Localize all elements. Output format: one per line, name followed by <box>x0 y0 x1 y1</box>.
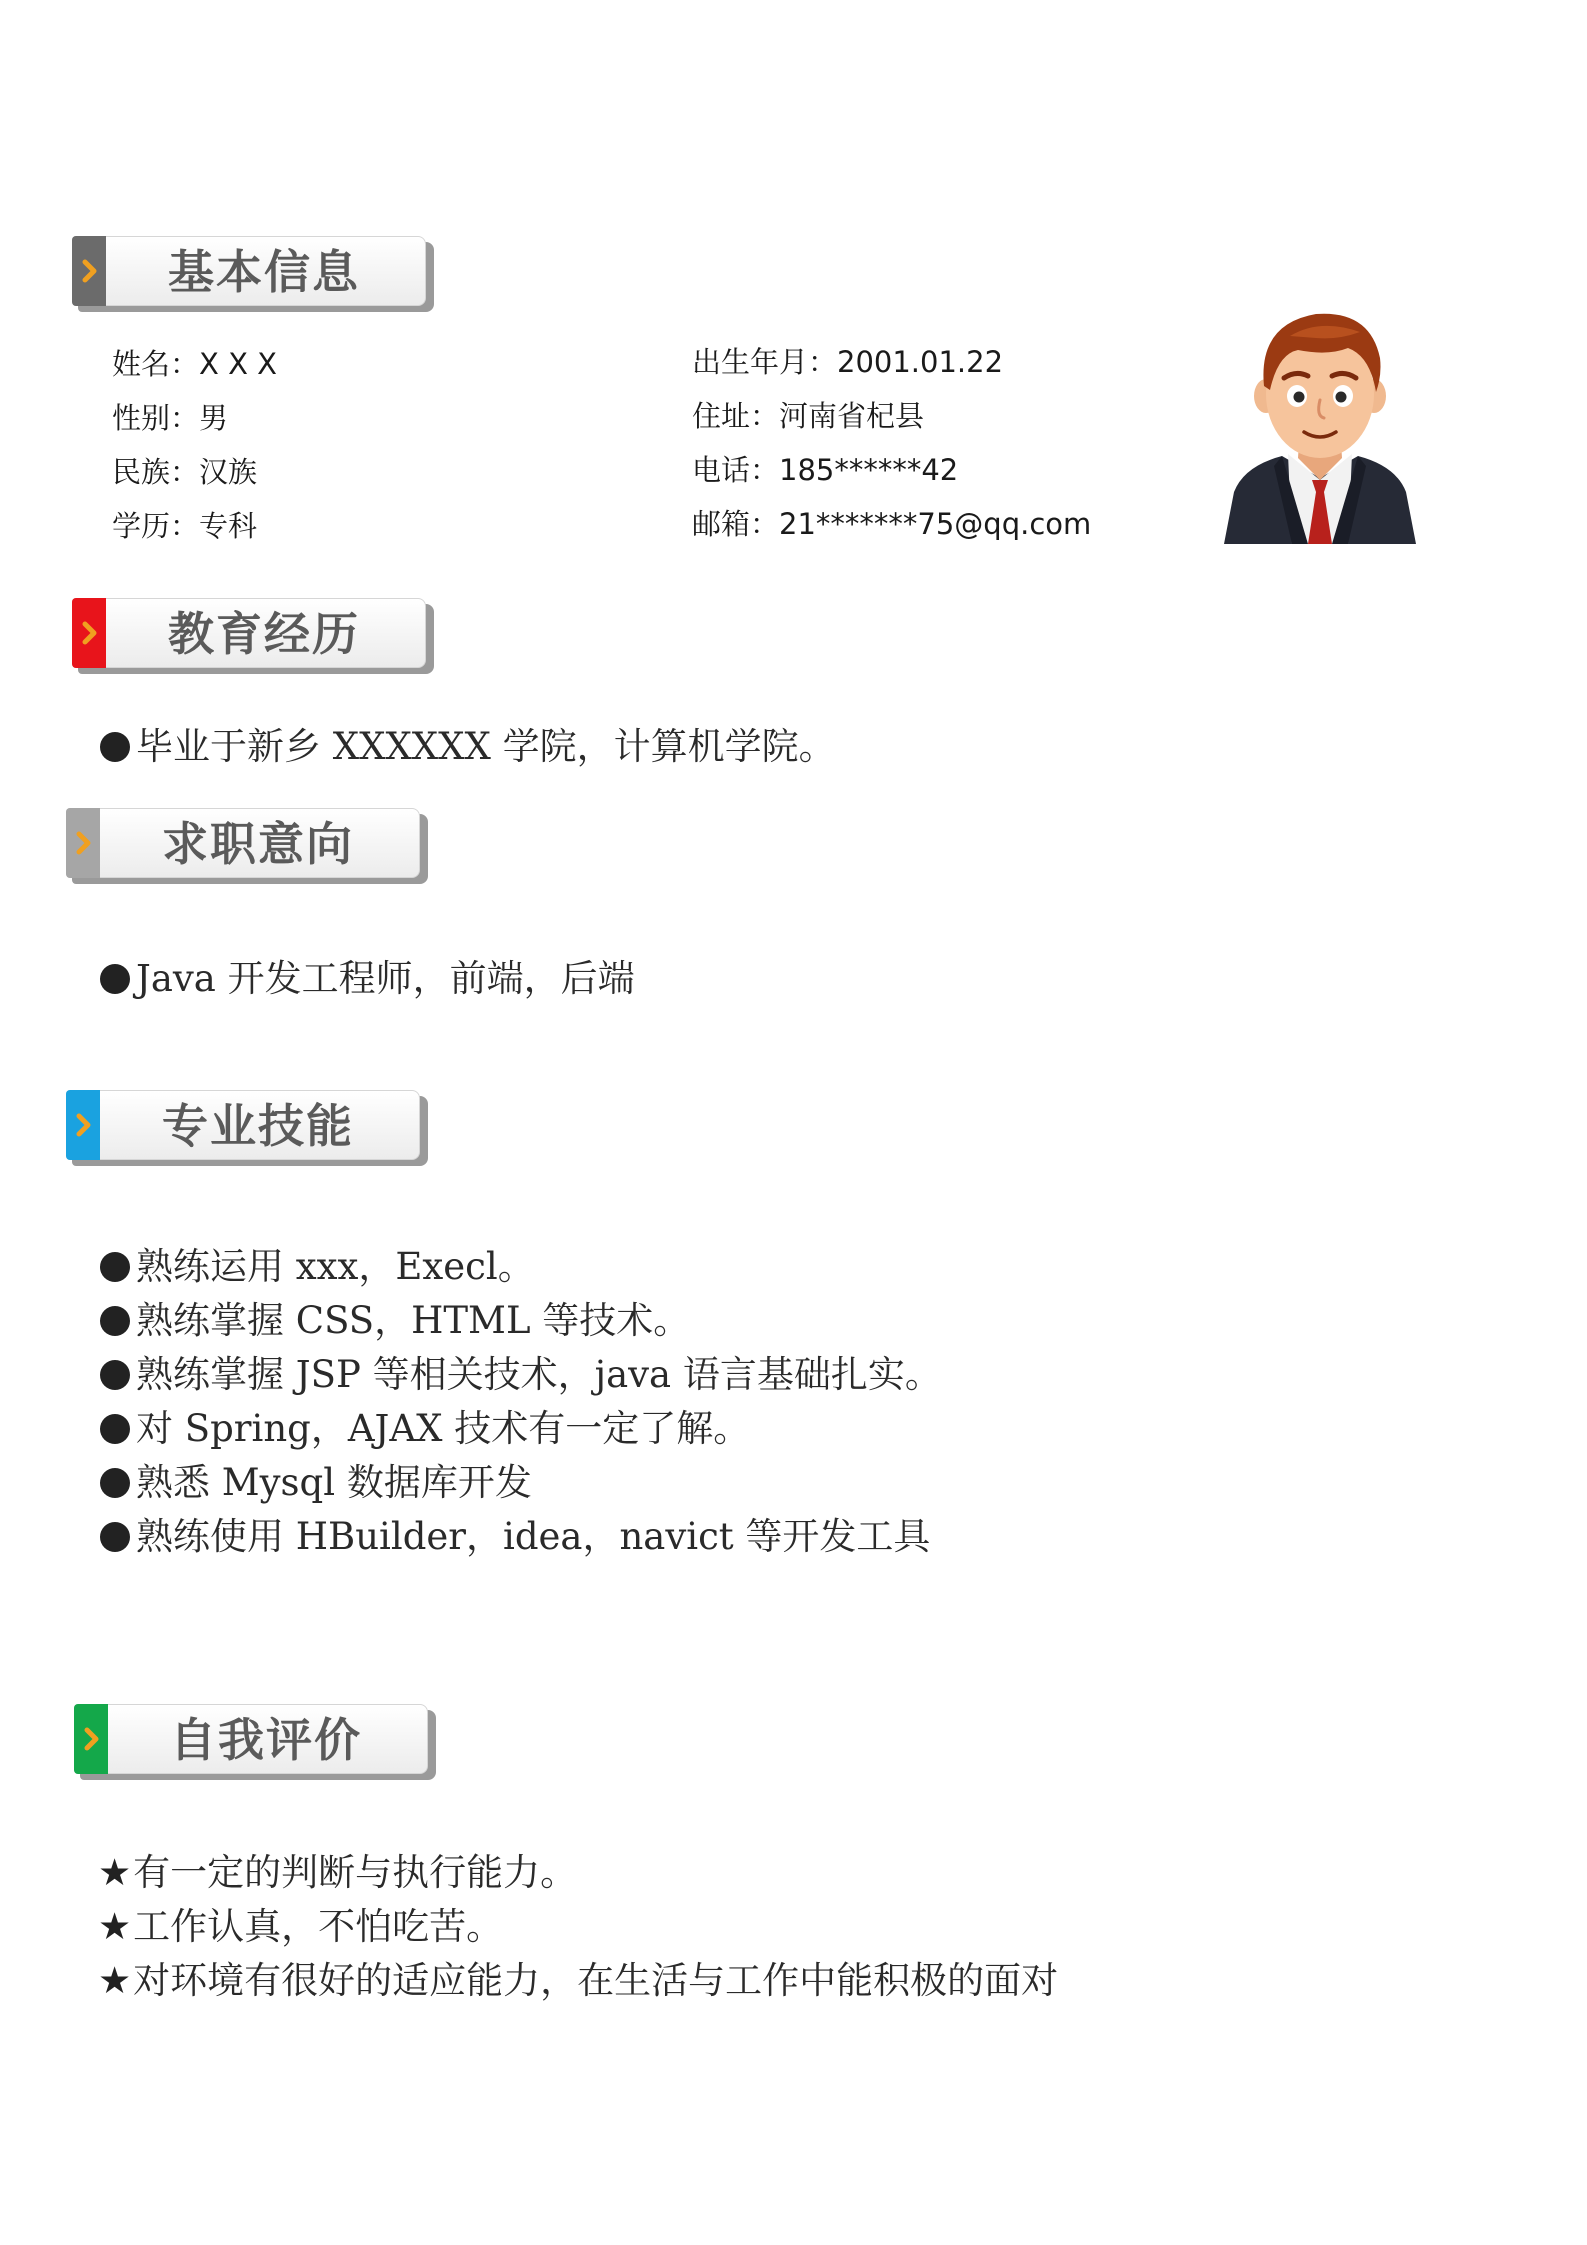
info-ethnicity: 民族：汉族 <box>112 455 258 489</box>
section-title: 教育经历 <box>168 607 360 661</box>
star-icon: ★ <box>98 1959 132 2002</box>
bullet-icon <box>100 1306 130 1336</box>
avatar <box>1220 296 1420 546</box>
section-header-basic-info <box>72 236 432 308</box>
info-gender: 性别：男 <box>112 401 229 435</box>
bullet-icon <box>100 1414 130 1444</box>
list-item: 熟练掌握 CSS，HTML 等技术。 <box>100 1298 690 1344</box>
chevron-right-icon <box>79 254 101 288</box>
list-item: ★有一定的判断与执行能力。 <box>98 1851 578 1894</box>
section-title: 专业技能 <box>162 1099 354 1153</box>
list-item: ★对环境有很好的适应能力，在生活与工作中能积极的面对 <box>98 1959 1059 2002</box>
bullet-icon <box>100 1468 130 1498</box>
chevron-right-icon <box>81 1722 103 1756</box>
info-name: 姓名：X X X <box>112 347 278 381</box>
section-header-job-intent <box>66 808 426 880</box>
list-item: 熟练运用 xxx，Execl。 <box>100 1244 535 1290</box>
star-icon: ★ <box>98 1851 132 1894</box>
star-icon: ★ <box>98 1905 132 1948</box>
bullet-icon <box>100 1522 130 1552</box>
info-birth: 出生年月：2001.01.22 <box>692 345 1004 379</box>
list-item: ★工作认真，不怕吃苦。 <box>98 1905 504 1948</box>
chevron-right-icon <box>73 1108 95 1142</box>
list-item: 毕业于新乡 XXXXXX 学院，计算机学院。 <box>100 724 836 770</box>
bullet-icon <box>100 1360 130 1390</box>
section-title: 求职意向 <box>162 817 354 871</box>
list-item: 熟练掌握 JSP 等相关技术，java 语言基础扎实。 <box>100 1352 942 1398</box>
section-header-education <box>72 598 432 670</box>
section-title: 基本信息 <box>168 245 360 299</box>
bullet-icon <box>100 1252 130 1282</box>
info-address: 住址：河南省杞县 <box>692 399 925 433</box>
bullet-icon <box>100 732 130 762</box>
list-item: 熟练使用 HBuilder，idea，navict 等开发工具 <box>100 1514 930 1560</box>
list-item: 对 Spring，AJAX 技术有一定了解。 <box>100 1406 750 1452</box>
chevron-right-icon <box>79 616 101 650</box>
list-item: Java 开发工程师，前端，后端 <box>100 956 635 1002</box>
info-phone: 电话：185******42 <box>692 453 959 487</box>
list-item: 熟悉 Mysql 数据库开发 <box>100 1460 532 1506</box>
info-education-level: 学历：专科 <box>112 509 258 543</box>
section-title: 自我评价 <box>170 1713 362 1767</box>
section-header-self-eval <box>74 1704 434 1776</box>
chevron-right-icon <box>73 826 95 860</box>
info-email: 邮箱：21*******75@qq.com <box>692 507 1092 541</box>
bullet-icon <box>100 964 130 994</box>
section-header-skills <box>66 1090 426 1162</box>
